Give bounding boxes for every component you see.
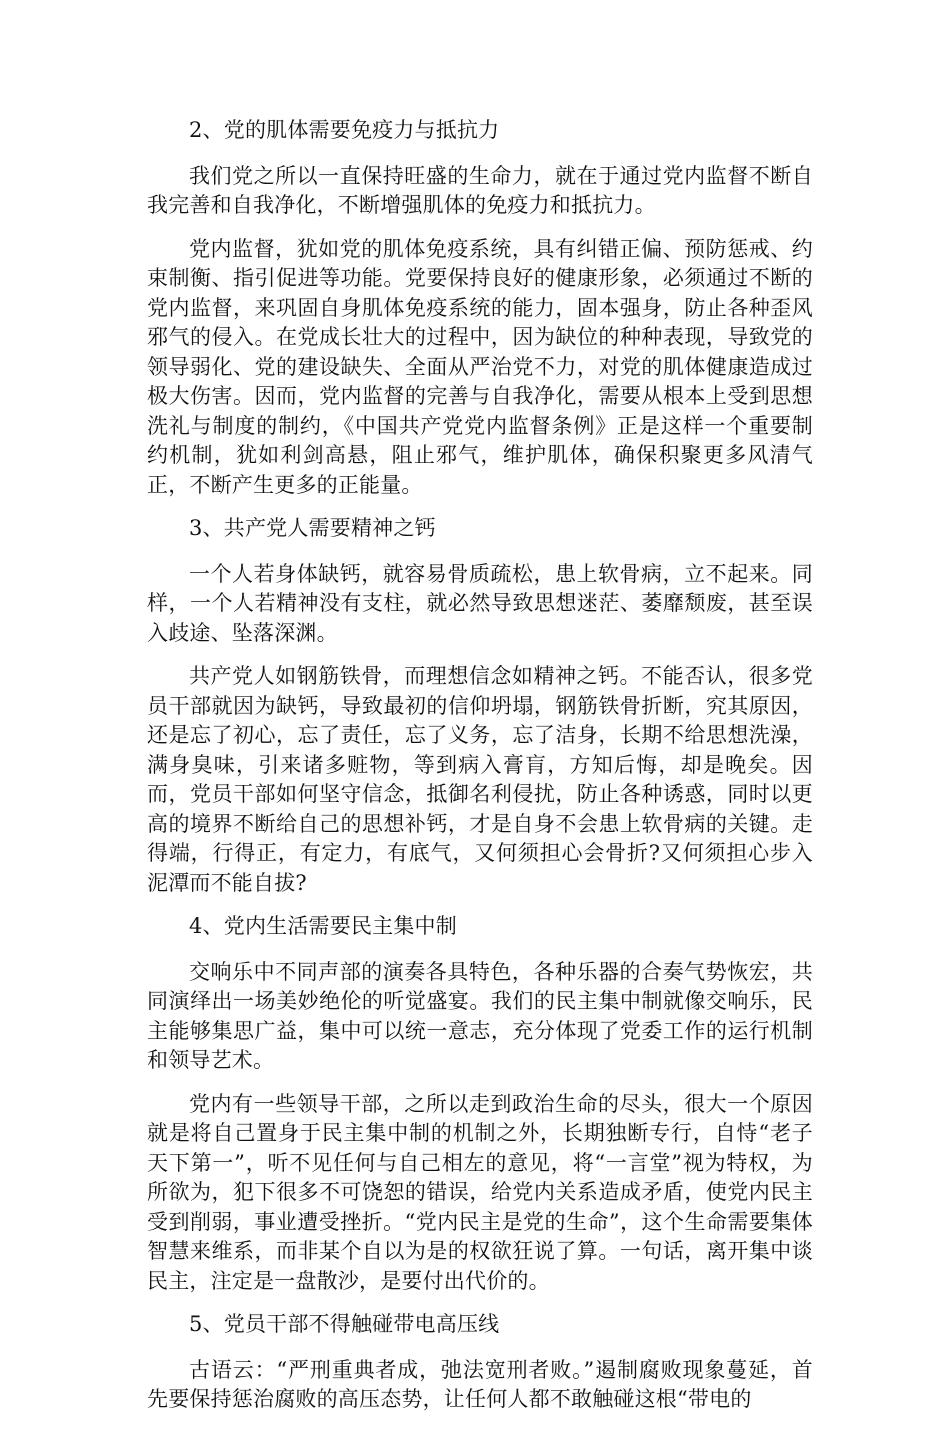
paragraph: 古语云：“严刑重典者成，弛法宽刑者败。”遏制腐败现象蔓延，首先要保持惩治腐败的高压态势，让任何人都不敢触碰这根“带电的 xyxy=(147,1357,813,1411)
section-heading-2: 2、党的肌体需要免疫力与抵抗力 xyxy=(189,118,500,142)
section-heading-4: 4、党内生活需要民主集中制 xyxy=(189,914,457,938)
section-heading-5: 5、党员干部不得触碰带电高压线 xyxy=(189,1312,500,1336)
paragraph: 一个人若身体缺钙，就容易骨质疏松，患上软骨病，立不起来。同样，一个人若精神没有支柱，就必然导致思想迷茫、萎靡颓废，甚至误入歧途、坠落深渊。 xyxy=(147,561,813,645)
paragraph: 交响乐中不同声部的演奏各具特色，各种乐器的合奏气势恢宏，共同演绎出一场美妙绝伦的听觉盛宴。我们的民主集中制就像交响乐，民主能够集思广益，集中可以统一意志，充分体现了党委工作的运行机制和领导艺术。 xyxy=(147,959,813,1072)
section-heading-3: 3、共产党人需要精神之钙 xyxy=(189,516,436,540)
paragraph: 共产党人如钢筋铁骨，而理想信念如精神之钙。不能否认，很多党员干部就因为缺钙，导致最初的信仰坍塌，钢筋铁骨折断，究其原因，还是忘了初心，忘了责任，忘了义务，忘了洁身，长期不给思想洗澡，满身臭味，引来诸多赃物，等到病入膏肓，方知后悔，却是晚矣。因而，党员干部如何坚守信念，抵御名利侵扰，防止各种诱惑，同时以更高的境界不断给自己的思想补钙，才是自身不会患上软骨病的关键。走得端，行得正，有定力，有底气，又何须担心会骨折?又何须担心步入泥潭而不能自拔? xyxy=(147,664,813,895)
document-body xyxy=(147,116,813,1429)
paragraph: 党内监督，犹如党的肌体免疫系统，具有纠错正偏、预防惩戒、约束制衡、指引促进等功能。党要保持良好的健康形象，必须通过不断的党内监督，来巩固自身肌体免疫系统的能力，固本强身，防止各种歪风邪气的侵入。在党成长壮大的过程中，因为缺位的种种表现，导致党的领导弱化、党的建设缺失、全面从严治党不力，对党的肌体健康造成过极大伤害。因而，党内监督的完善与自我净化，需要从根本上受到思想洗礼与制度的制约，《中国共产党党内监督条例》正是这样一个重要制约机制，犹如利剑高悬，阻止邪气，维护肌体，确保积聚更多风清气正，不断产生更多的正能量。 xyxy=(147,236,813,497)
paragraph: 党内有一些领导干部，之所以走到政治生命的尽头，很大一个原因就是将自己置身于民主集中制的机制之外，长期独断专行，自恃“老子天下第一”，听不见任何与自己相左的意见，将“一言堂”视为特权，为所欲为，犯下很多不可饶恕的错误，给党内关系造成矛盾，使党内民主受到削弱，事业遭受挫折。“党内民主是党的生命”，这个生命需要集体智慧来维系，而非某个自以为是的权欲狂说了算。一句话，离开集中谈民主，注定是一盘散沙，是要付出代价的。 xyxy=(147,1091,813,1293)
paragraph: 我们党之所以一直保持旺盛的生命力，就在于通过党内监督不断自我完善和自我净化，不断增强肌体的免疫力和抵抗力。 xyxy=(147,163,813,217)
